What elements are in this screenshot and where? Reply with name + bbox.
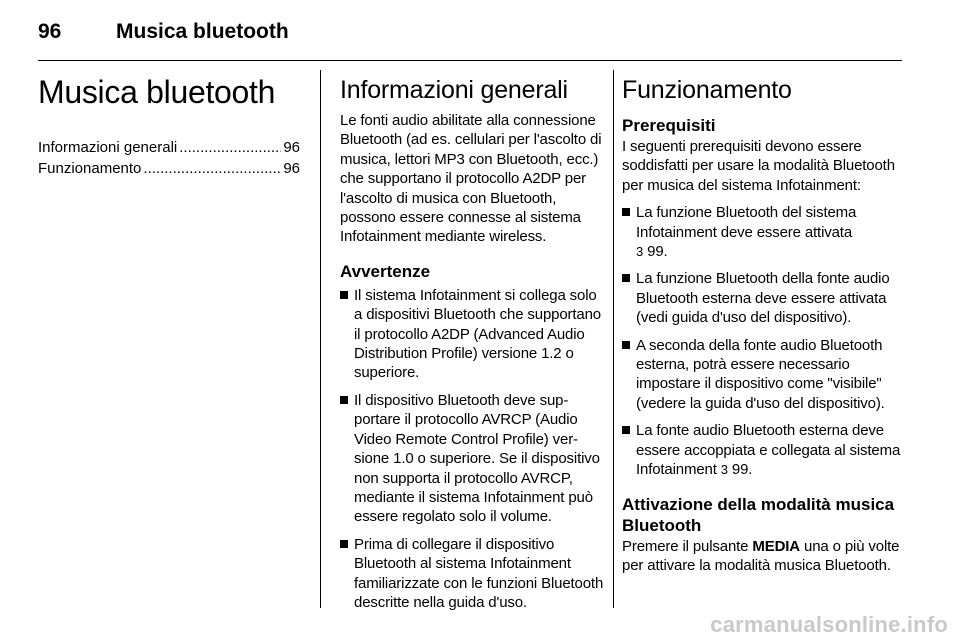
intro-paragraph: Le fonti audio abilitate alla connessione Bluetooth (ad es. cellulari per l'ascolto di musica, lettori MP3 con Bluetooth, ecc.) che supportano il protocollo A2DP per l'ascolto di musica con Bluetooth, possono essere connesse al sistema Infotainment mediante wireless. [340, 112, 602, 246]
section-title: Funzionamento [622, 76, 792, 104]
toc-page: 96 [283, 160, 300, 177]
list-item [622, 203, 904, 261]
toc-leader [143, 158, 281, 179]
list-item: Il sistema Infotainment si collega solo a dispositivi Bluetooth che supportano il protocollo A2DP (Advanced Audio Distribution Profile) versione 1.2 o superiore. [340, 286, 604, 383]
activation-text-end: una o più volte per attivare la modalità musica Bluetooth. [622, 537, 900, 574]
list-item-text: La funzione Bluetooth della fonte audio Bluetooth esterna deve essere attivata (vedi guida d'uso del dispositivo). [636, 270, 890, 327]
warnings-list [340, 286, 604, 613]
page-ref[interactable]: 99. [647, 243, 668, 261]
toc-label: Informazioni generali [38, 139, 178, 156]
list-item: Prima di collegare il dispositivo Bluetooth al sistema Infotainment familiarizzate con le funzioni Bluetooth descritte nella guida d'uso. [340, 535, 604, 613]
activation-heading: Attivazione della modalità musica Bluetooth [622, 494, 895, 535]
list-item [622, 269, 904, 327]
prereq-intro: I seguenti prerequisiti devono essere soddisfatti per usare la modalità Bluetooth per musica del sistema Infotainment: [622, 138, 895, 194]
watermark: carmanualsonline.info [710, 612, 948, 637]
page-ref[interactable]: 99. [731, 461, 753, 479]
list-item-text: A seconda della fonte audio Bluetooth esterna, potrà essere necessario impostare il dispositivo come "visibile" (vedere la guida d'uso del dispositivo). [636, 336, 885, 412]
general-info-column [340, 66, 604, 620]
list-item-text: La fonte audio Bluetooth esterna deve essere accoppiata e collegata al sistema Infotainment [636, 422, 901, 479]
page-ref-icon: 3 [636, 244, 644, 260]
table-of-contents [38, 137, 300, 179]
toc-page: 96 [283, 139, 300, 156]
list-item [622, 336, 904, 414]
header-rule [38, 60, 902, 61]
operation-column [622, 66, 904, 575]
activation-paragraph [622, 537, 904, 576]
warnings-heading: Avvertenze [340, 261, 431, 281]
running-title: Musica bluetooth [116, 20, 289, 43]
toc-entry[interactable] [38, 137, 300, 158]
list-item [622, 421, 904, 479]
prereq-heading: Prerequisiti [622, 116, 716, 135]
toc-entry[interactable] [38, 158, 300, 179]
chapter-title: Musica bluetooth [38, 74, 276, 110]
activation-text: Premere il pulsante [622, 537, 753, 555]
chapter-column [38, 66, 300, 179]
list-item-text: La funzione Bluetooth del sistema Infotainment deve essere attivata [636, 204, 857, 241]
column-divider-2 [613, 70, 614, 608]
page-number: 96 [38, 20, 62, 43]
page-ref-icon: 3 [720, 462, 728, 478]
toc-label: Funzionamento [38, 160, 142, 177]
media-key-label: MEDIA [752, 537, 800, 555]
prereq-list [622, 203, 904, 479]
toc-leader [179, 137, 281, 158]
list-item: Il dispositivo Bluetooth deve supportare il protocollo AVRCP (Audio Video Remote Control Profile) versione 1.0 o superiore. Se il dispositivo non supporta il protocollo AVRCP, mediante il sistema Infotainment può essere regolato solo il volume. [340, 391, 604, 527]
section-title: Informazioni generali [340, 76, 568, 104]
column-divider-1 [320, 70, 321, 608]
page-header [38, 20, 289, 50]
